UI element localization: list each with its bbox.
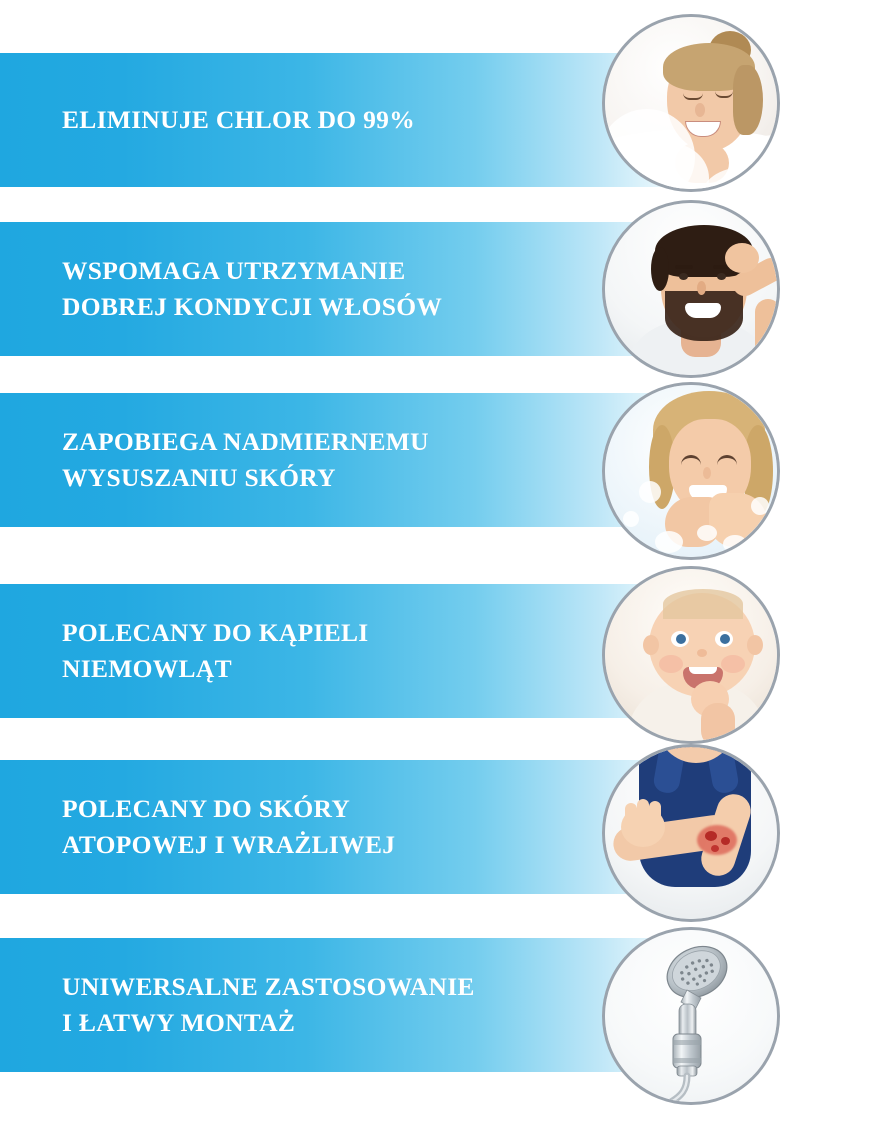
woman-washing-face-photo <box>602 382 780 560</box>
feature-row-uniwersalne-zastosowanie <box>0 938 678 1072</box>
feature-line: DOBREJ KONDYCJI WŁOSÓW <box>62 292 443 321</box>
feature-line: POLECANY DO SKÓRY <box>62 793 351 823</box>
man-with-hair-photo <box>602 200 780 378</box>
feature-line: ATOPOWEJ I WRAŻLIWEJ <box>62 830 396 859</box>
feature-text-wysuszanie-skory <box>62 424 429 496</box>
skin-irritation-photo <box>602 744 780 922</box>
feature-line: ZAPOBIEGA NADMIERNEMU <box>62 426 429 456</box>
woman-in-bath-photo <box>602 14 780 192</box>
feature-line: UNIWERSALNE ZASTOSOWANIE <box>62 971 475 1001</box>
baby-photo <box>602 566 780 744</box>
feature-row-kapiele-niemowlat <box>0 584 678 718</box>
feature-line: WYSUSZANIU SKÓRY <box>62 463 336 492</box>
feature-text-eliminuje-chlor <box>62 102 415 138</box>
feature-text-kapiele-niemowlat <box>62 615 369 687</box>
feature-row-wysuszanie-skory <box>0 393 678 527</box>
shower-head-photo <box>602 927 780 1105</box>
feature-text-skora-atopowa <box>62 791 395 863</box>
feature-line: ELIMINUJE CHLOR DO 99% <box>62 104 416 134</box>
feature-line: POLECANY DO KĄPIELI <box>62 617 369 647</box>
feature-row-eliminuje-chlor <box>0 53 678 187</box>
shower-head-icon <box>605 930 777 1102</box>
feature-row-kondycja-wlosow <box>0 222 678 356</box>
feature-line: I ŁATWY MONTAŻ <box>62 1008 296 1037</box>
feature-text-kondycja-wlosow <box>62 253 442 325</box>
feature-line: WSPOMAGA UTRZYMANIE <box>62 255 406 285</box>
feature-row-skora-atopowa <box>0 760 678 894</box>
feature-line: NIEMOWLĄT <box>62 654 232 683</box>
feature-text-uniwersalne-zastosowanie <box>62 969 475 1041</box>
